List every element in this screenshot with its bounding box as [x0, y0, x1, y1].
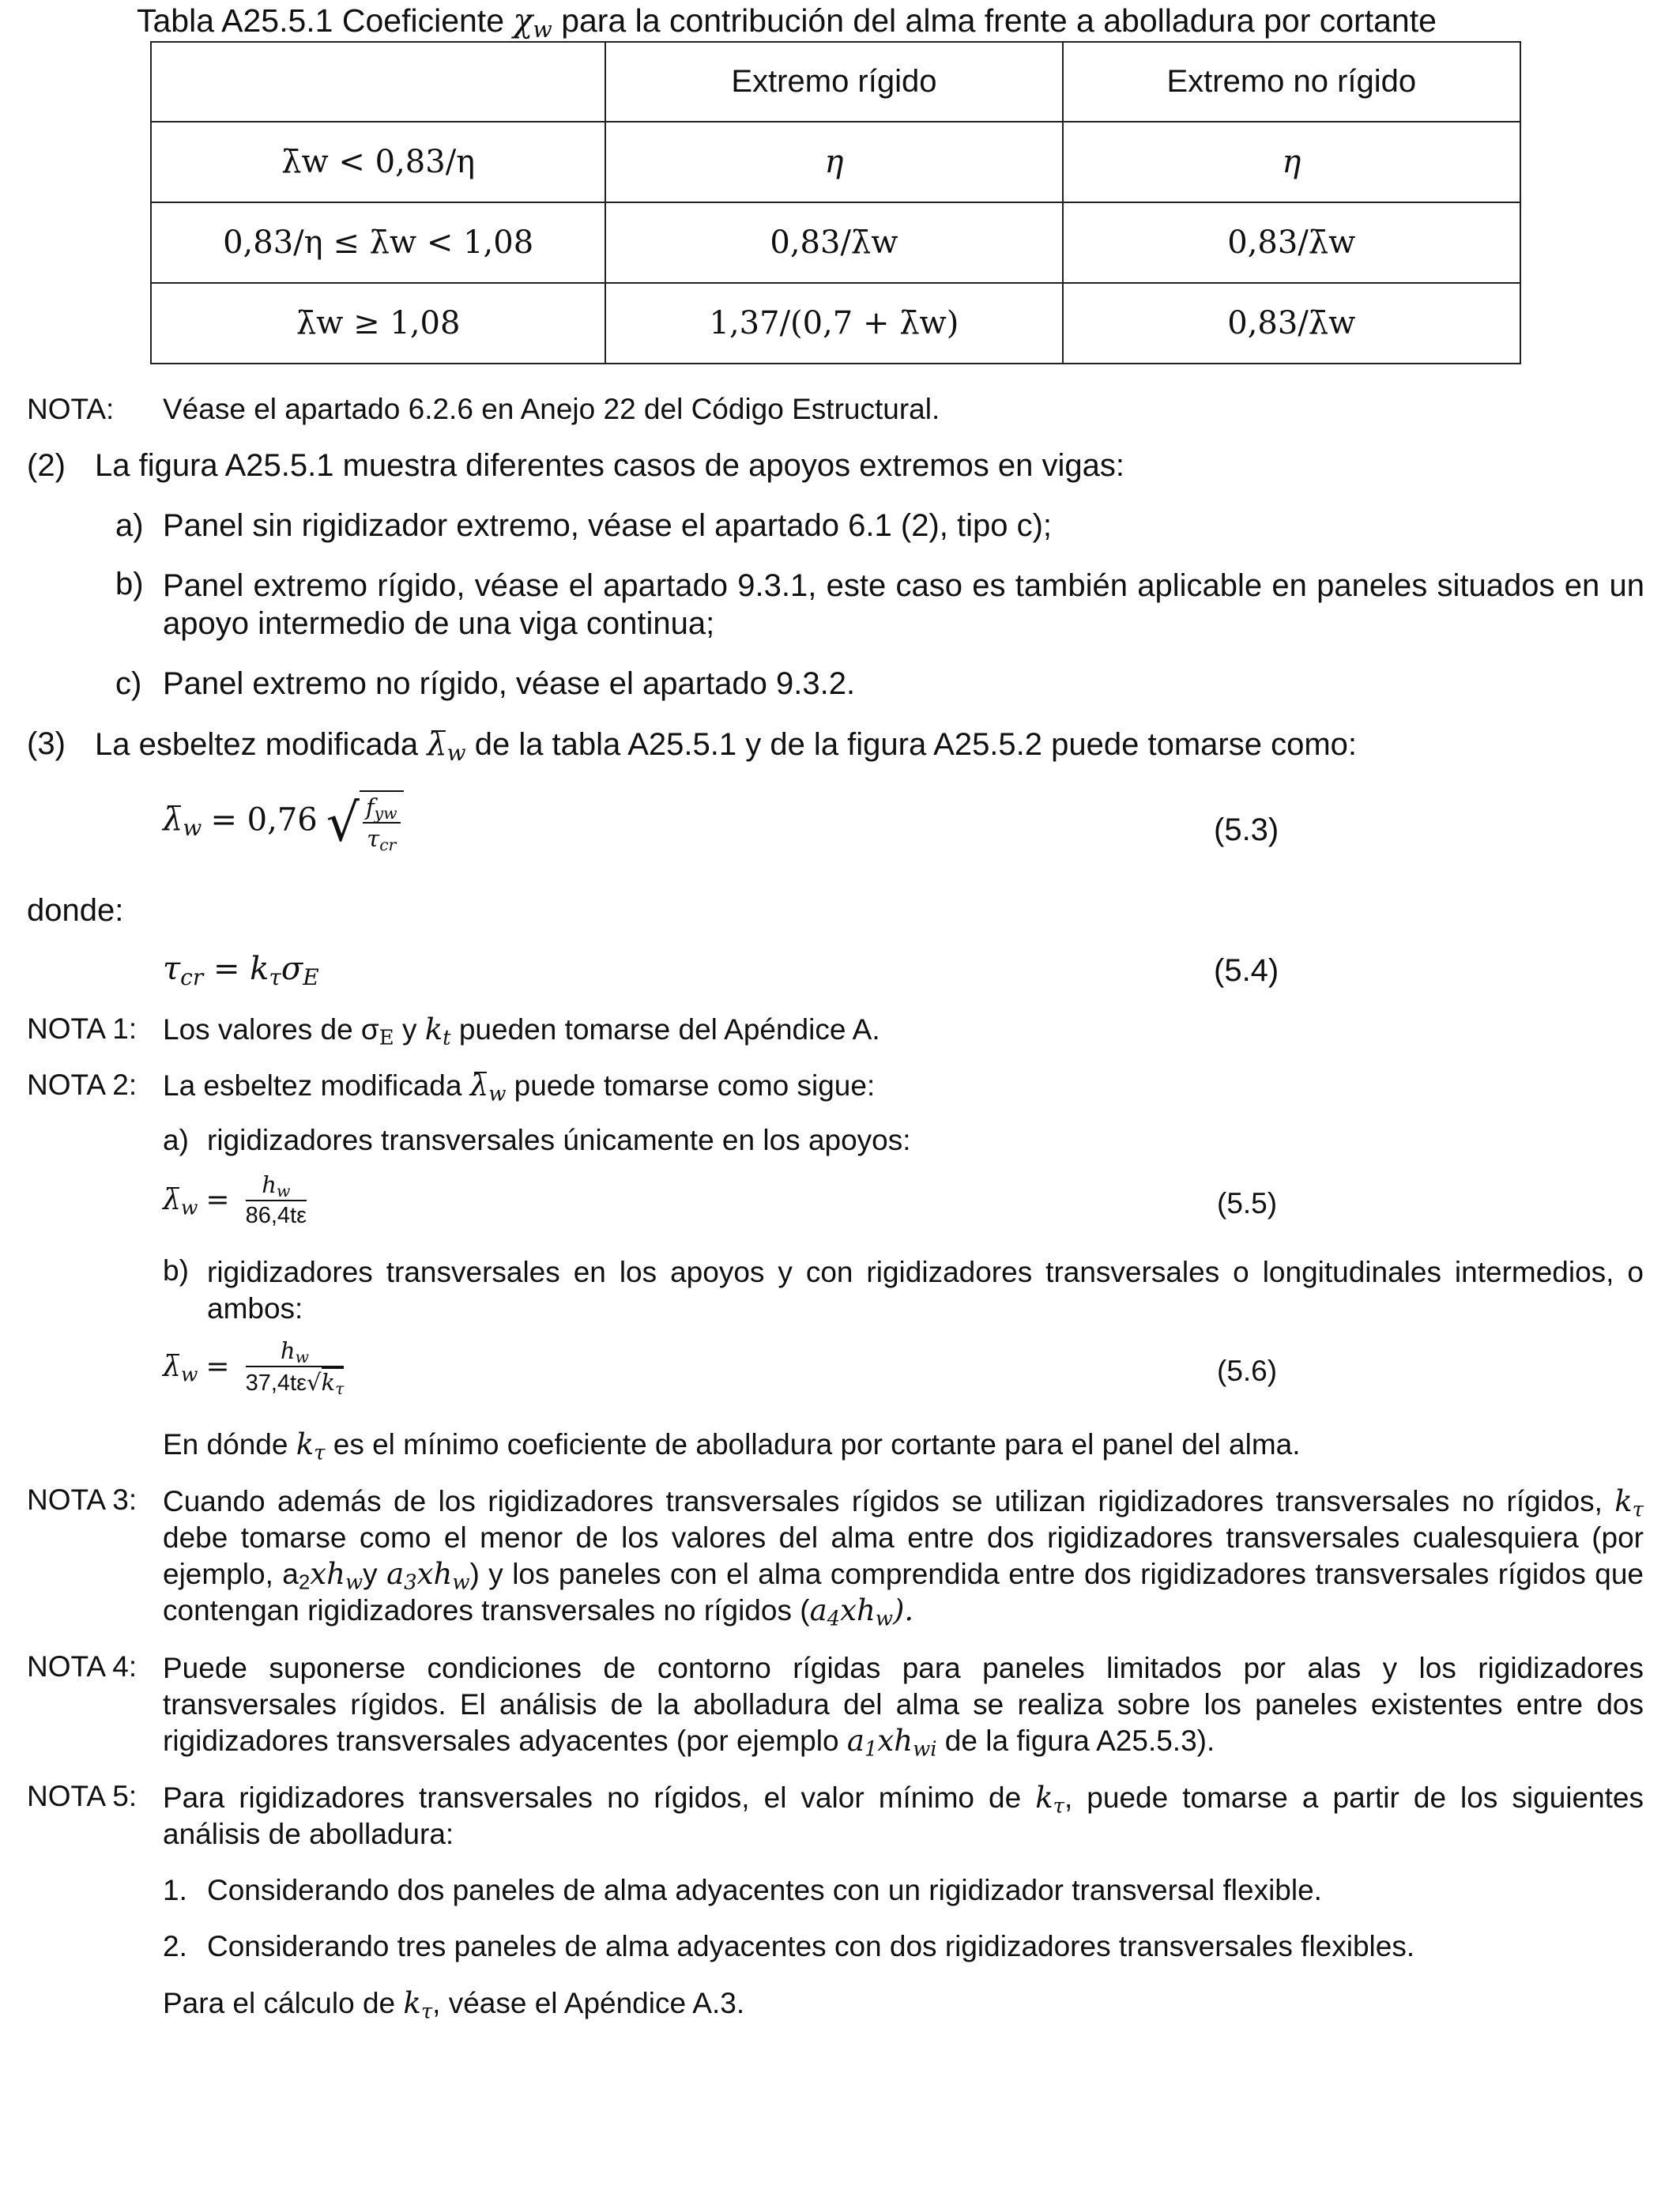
equation-5-5: $\lambda_w$ = $\frac{h_w}{86,4t\varepsilon}$ — [163, 1171, 307, 1228]
equation-5-4: $\tau_{cr} = k_\tau\sigma_E$ — [163, 951, 319, 990]
header-cell: Extremo rígido — [605, 42, 1062, 122]
table-cell: 0,83/λ̄w — [1063, 283, 1520, 364]
list-item-text: Panel extremo no rígido, véase el apartado 9.3.2. — [163, 666, 856, 701]
list-item-text: Panel extremo rígido, véase el apartado 9.3.1, este caso es también aplicable en paneles situados en un apoyo intermedio de una viga continua; — [163, 568, 1644, 641]
list-item-label: a) — [115, 508, 144, 543]
note-5-final: Para el cálculo de $k_\tau$, véase el Apéndice A.3. — [163, 1986, 745, 2024]
note-4-text: Puede suponerse condiciones de contorno rígidas para paneles limitados por alas y los rigidizadores transversales rígidos. El análisis de la abolladura del alma se realiza sobre los paneles existentes entre dos rigidizadores transversales adyacentes (por ejemplo $a_1xh_{wi}$ de la figura A25.5.3). — [163, 1652, 1644, 1762]
note-2-label: NOTA 2: — [27, 1069, 137, 1101]
note-1-label: NOTA 1: — [27, 1012, 137, 1045]
table-cell: λ̄w < 0,83/η — [151, 122, 605, 202]
table-row — [151, 202, 1520, 283]
donde-label: donde: — [27, 893, 124, 928]
equation-label: (5.4) — [1214, 953, 1279, 988]
list-item-label: c) — [115, 666, 142, 701]
table-cell: λ̄w ≥ 1,08 — [151, 283, 605, 364]
list-item-text: Considerando tres paneles de alma adyacentes con dos rigidizadores transversales flexibles. — [207, 1930, 1415, 1962]
table-caption: Tabla A25.5.1 Coeficiente $\chi_w$ para la contribución del alma frente a abolladura por cortante — [137, 2, 1437, 43]
table-cell: 0,83/λ̄w — [605, 202, 1062, 283]
table-cell: 0,83/λ̄w — [1063, 202, 1520, 283]
table-row — [151, 122, 1520, 202]
paragraph-number: (3) — [27, 726, 66, 761]
equation-label: (5.3) — [1214, 812, 1279, 847]
paragraph-number: (2) — [27, 448, 66, 483]
table-header-row — [151, 42, 1520, 122]
note-text: Véase el apartado 6.2.6 en Anejo 22 del Código Estructural. — [163, 393, 940, 425]
note-5-label: NOTA 5: — [27, 1780, 137, 1812]
list-item-label: 1. — [163, 1874, 187, 1906]
list-item-label: a) — [163, 1124, 189, 1156]
equation-5-3: $\lambda_w = 0,76$ √ $\frac{f_{yw}}{\tau_{cr}}$ — [163, 790, 404, 854]
note-3-label: NOTA 3: — [27, 1483, 137, 1516]
note-3-text: Cuando además de los rigidizadores transversales rígidos se utilizan rigidizadores transversales no rígidos, $k_\tau$ debe tomarse como el menor de los valores del alma entre dos rigidizadores transversales cualesquiera (por ejemplo, $a_2xh_wy$ $a_3xh_w$) y los paneles con el alma comprendida entre dos rigidizadores transversales rígidos que contengan rigidizadores transversales no rígidos $(a_4xh_w)$. — [163, 1484, 1644, 1631]
table-cell: 0,83/η ≤ λ̄w < 1,08 — [151, 202, 605, 283]
table-cell: 1,37/(0,7 + λ̄w) — [605, 283, 1062, 364]
lambda-symbol: $\lambda_w$ — [427, 726, 466, 766]
list-item-text: rigidizadores transversales en los apoyos y con rigidizadores transversales o longitudinales intermedios, o ambos: — [207, 1256, 1644, 1325]
note-1-text: Los valores de $\sigma_E$ y $k_t$ pueden tomarse del Apéndice A. — [163, 1012, 880, 1050]
equation-label: (5.5) — [1217, 1187, 1278, 1220]
note-2-conclusion: En dónde $k_\tau$ es el mínimo coeficiente de abolladura por cortante para el panel del alma. — [163, 1427, 1301, 1465]
table-cell: η — [605, 122, 1062, 202]
note-2-text: La esbeltez modificada $\lambda_w$ puede tomarse como sigue: — [163, 1069, 876, 1106]
table-cell: η — [1063, 122, 1520, 202]
coefficient-table — [150, 41, 1521, 364]
list-item-label: 2. — [163, 1930, 187, 1962]
list-item-text: Panel sin rigidizador extremo, véase el apartado 6.1 (2), tipo c); — [163, 508, 1053, 543]
table-row — [151, 283, 1520, 364]
equation-5-6: $\lambda_w$ = $\frac{h_w}{37,4t\varepsilon√k_\tau}$ — [163, 1337, 345, 1399]
list-item-label: b) — [163, 1254, 189, 1287]
equation-label: (5.6) — [1217, 1355, 1278, 1387]
note-5-text: Para rigidizadores transversales no rígidos, el valor mínimo de $k_\tau$, puede tomarse a partir de los siguientes análisis de abolladura: — [163, 1781, 1644, 1850]
list-item-label: b) — [115, 567, 144, 601]
paragraph-3-text: La esbeltez modificada $\lambda_w$ de la tabla A25.5.1 y de la figura A25.5.2 puede tomarse como: — [95, 726, 1358, 766]
header-cell: Extremo no rígido — [1063, 42, 1520, 122]
header-cell-empty — [151, 42, 605, 122]
list-item-text: Considerando dos paneles de alma adyacentes con un rigidizador transversal flexible. — [207, 1874, 1322, 1906]
paragraph-2-text: La figura A25.5.1 muestra diferentes casos de apoyos extremos en vigas: — [95, 448, 1124, 483]
note-4-label: NOTA 4: — [27, 1650, 137, 1683]
list-item-text: rigidizadores transversales únicamente en los apoyos: — [207, 1124, 911, 1156]
note-label: NOTA: — [27, 393, 115, 425]
